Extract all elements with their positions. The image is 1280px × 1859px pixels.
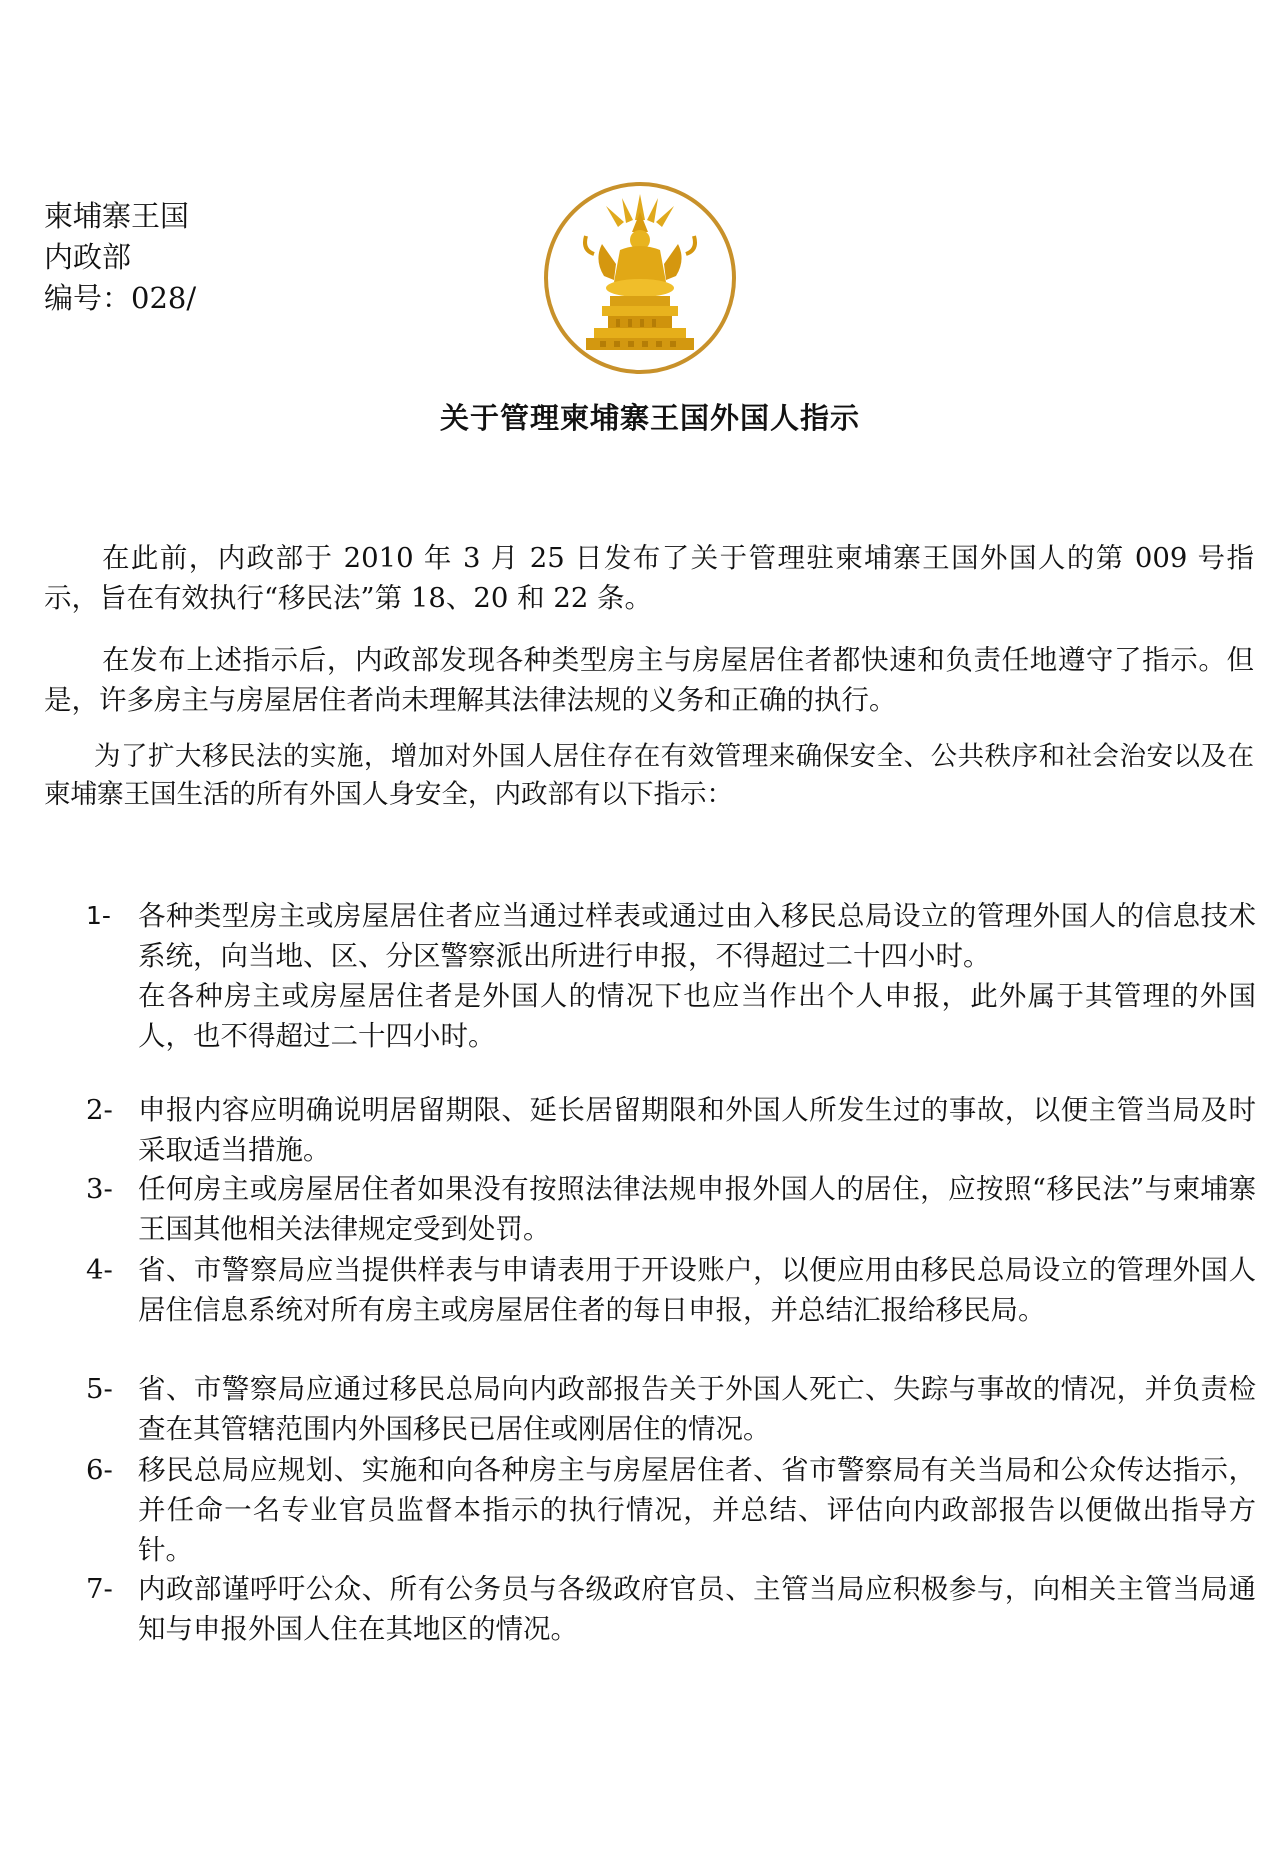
item-text: 省、市警察局应当提供样表与申请表用于开设账户，以便应用由移民总局设立的管理外国人居住信息系统对所有房主或房屋居住者的每日申报，并总结汇报给移民局。 [138, 1254, 1256, 1326]
issuer-country: 柬埔寨王国 [44, 199, 190, 233]
preamble-paragraph: 在此前，内政部于 2010 年 3 月 25 日发布了关于管理驻柬埔寨王国外国人的第 009 号指示，旨在有效执行“移民法”第 18、20 和 22 条。 [44, 542, 1254, 614]
directive-item [86, 1450, 1256, 1570]
item-text: 省、市警察局应通过移民总局向内政部报告关于外国人死亡、失踪与事故的情况，并负责检查在其管辖范围内外国移民已居住或刚居住的情况。 [138, 1373, 1256, 1445]
item-number: 4- [86, 1254, 113, 1286]
directive-item [86, 896, 1256, 1056]
item-text: 移民总局应规划、实施和向各种房主与房屋居住者、省市警察局有关当局和公众传达指示，并任命一名专业官员监督本指示的执行情况，并总结、评估向内政部报告以便做出指导方针。 [138, 1454, 1256, 1566]
item-text: 任何房主或房屋居住者如果没有按照法律法规申报外国人的居住，应按照“移民法”与柬埔寨王国其他相关法律规定受到处罚。 [138, 1173, 1256, 1245]
document-number: 编号：028/ [44, 281, 197, 315]
item-number: 5- [86, 1373, 113, 1405]
item-number: 2- [86, 1094, 113, 1126]
directive-item [86, 1569, 1256, 1649]
document-title: 关于管理柬埔寨王国外国人指示 [439, 401, 860, 435]
directive-item [86, 1369, 1256, 1449]
preamble-paragraph: 在发布上述指示后，内政部发现各种类型房主与房屋居住者都快速和负责任地遵守了指示。但是，许多房主与房屋居住者尚未理解其法律法规的义务和正确的执行。 [44, 644, 1254, 716]
item-text-continued: 在各种房主或房屋居住者是外国人的情况下也应当作出个人申报，此外属于其管理的外国人，也不得超过二十四小时。 [138, 980, 1256, 1052]
item-number: 1- [86, 901, 111, 930]
royal-buddha-emblem-icon [542, 180, 738, 376]
item-text: 内政部谨呼吁公众、所有公务员与各级政府官员、主管当局应积极参与，向相关主管当局通知与申报外国人住在其地区的情况。 [138, 1573, 1256, 1645]
preamble-paragraph: 为了扩大移民法的实施，增加对外国人居住存在有效管理来确保安全、公共秩序和社会治安以及在柬埔寨王国生活的所有外国人身安全，内政部有以下指示： [44, 741, 1254, 810]
issuer-header [44, 196, 196, 319]
issuer-ministry: 内政部 [44, 240, 132, 274]
item-number: 7- [86, 1573, 113, 1605]
item-number: 3- [86, 1173, 113, 1205]
directive-item [86, 1169, 1256, 1249]
directive-item [86, 1090, 1256, 1170]
item-text: 各种类型房主或房屋居住者应当通过样表或通过由入移民总局设立的管理外国人的信息技术系统，向当地、区、分区警察派出所进行申报，不得超过二十四小时。 [138, 900, 1256, 972]
directive-item [86, 1250, 1256, 1330]
item-text: 申报内容应明确说明居留期限、延长居留期限和外国人所发生过的事故，以便主管当局及时采取适当措施。 [138, 1094, 1256, 1166]
item-number: 6- [86, 1454, 113, 1486]
